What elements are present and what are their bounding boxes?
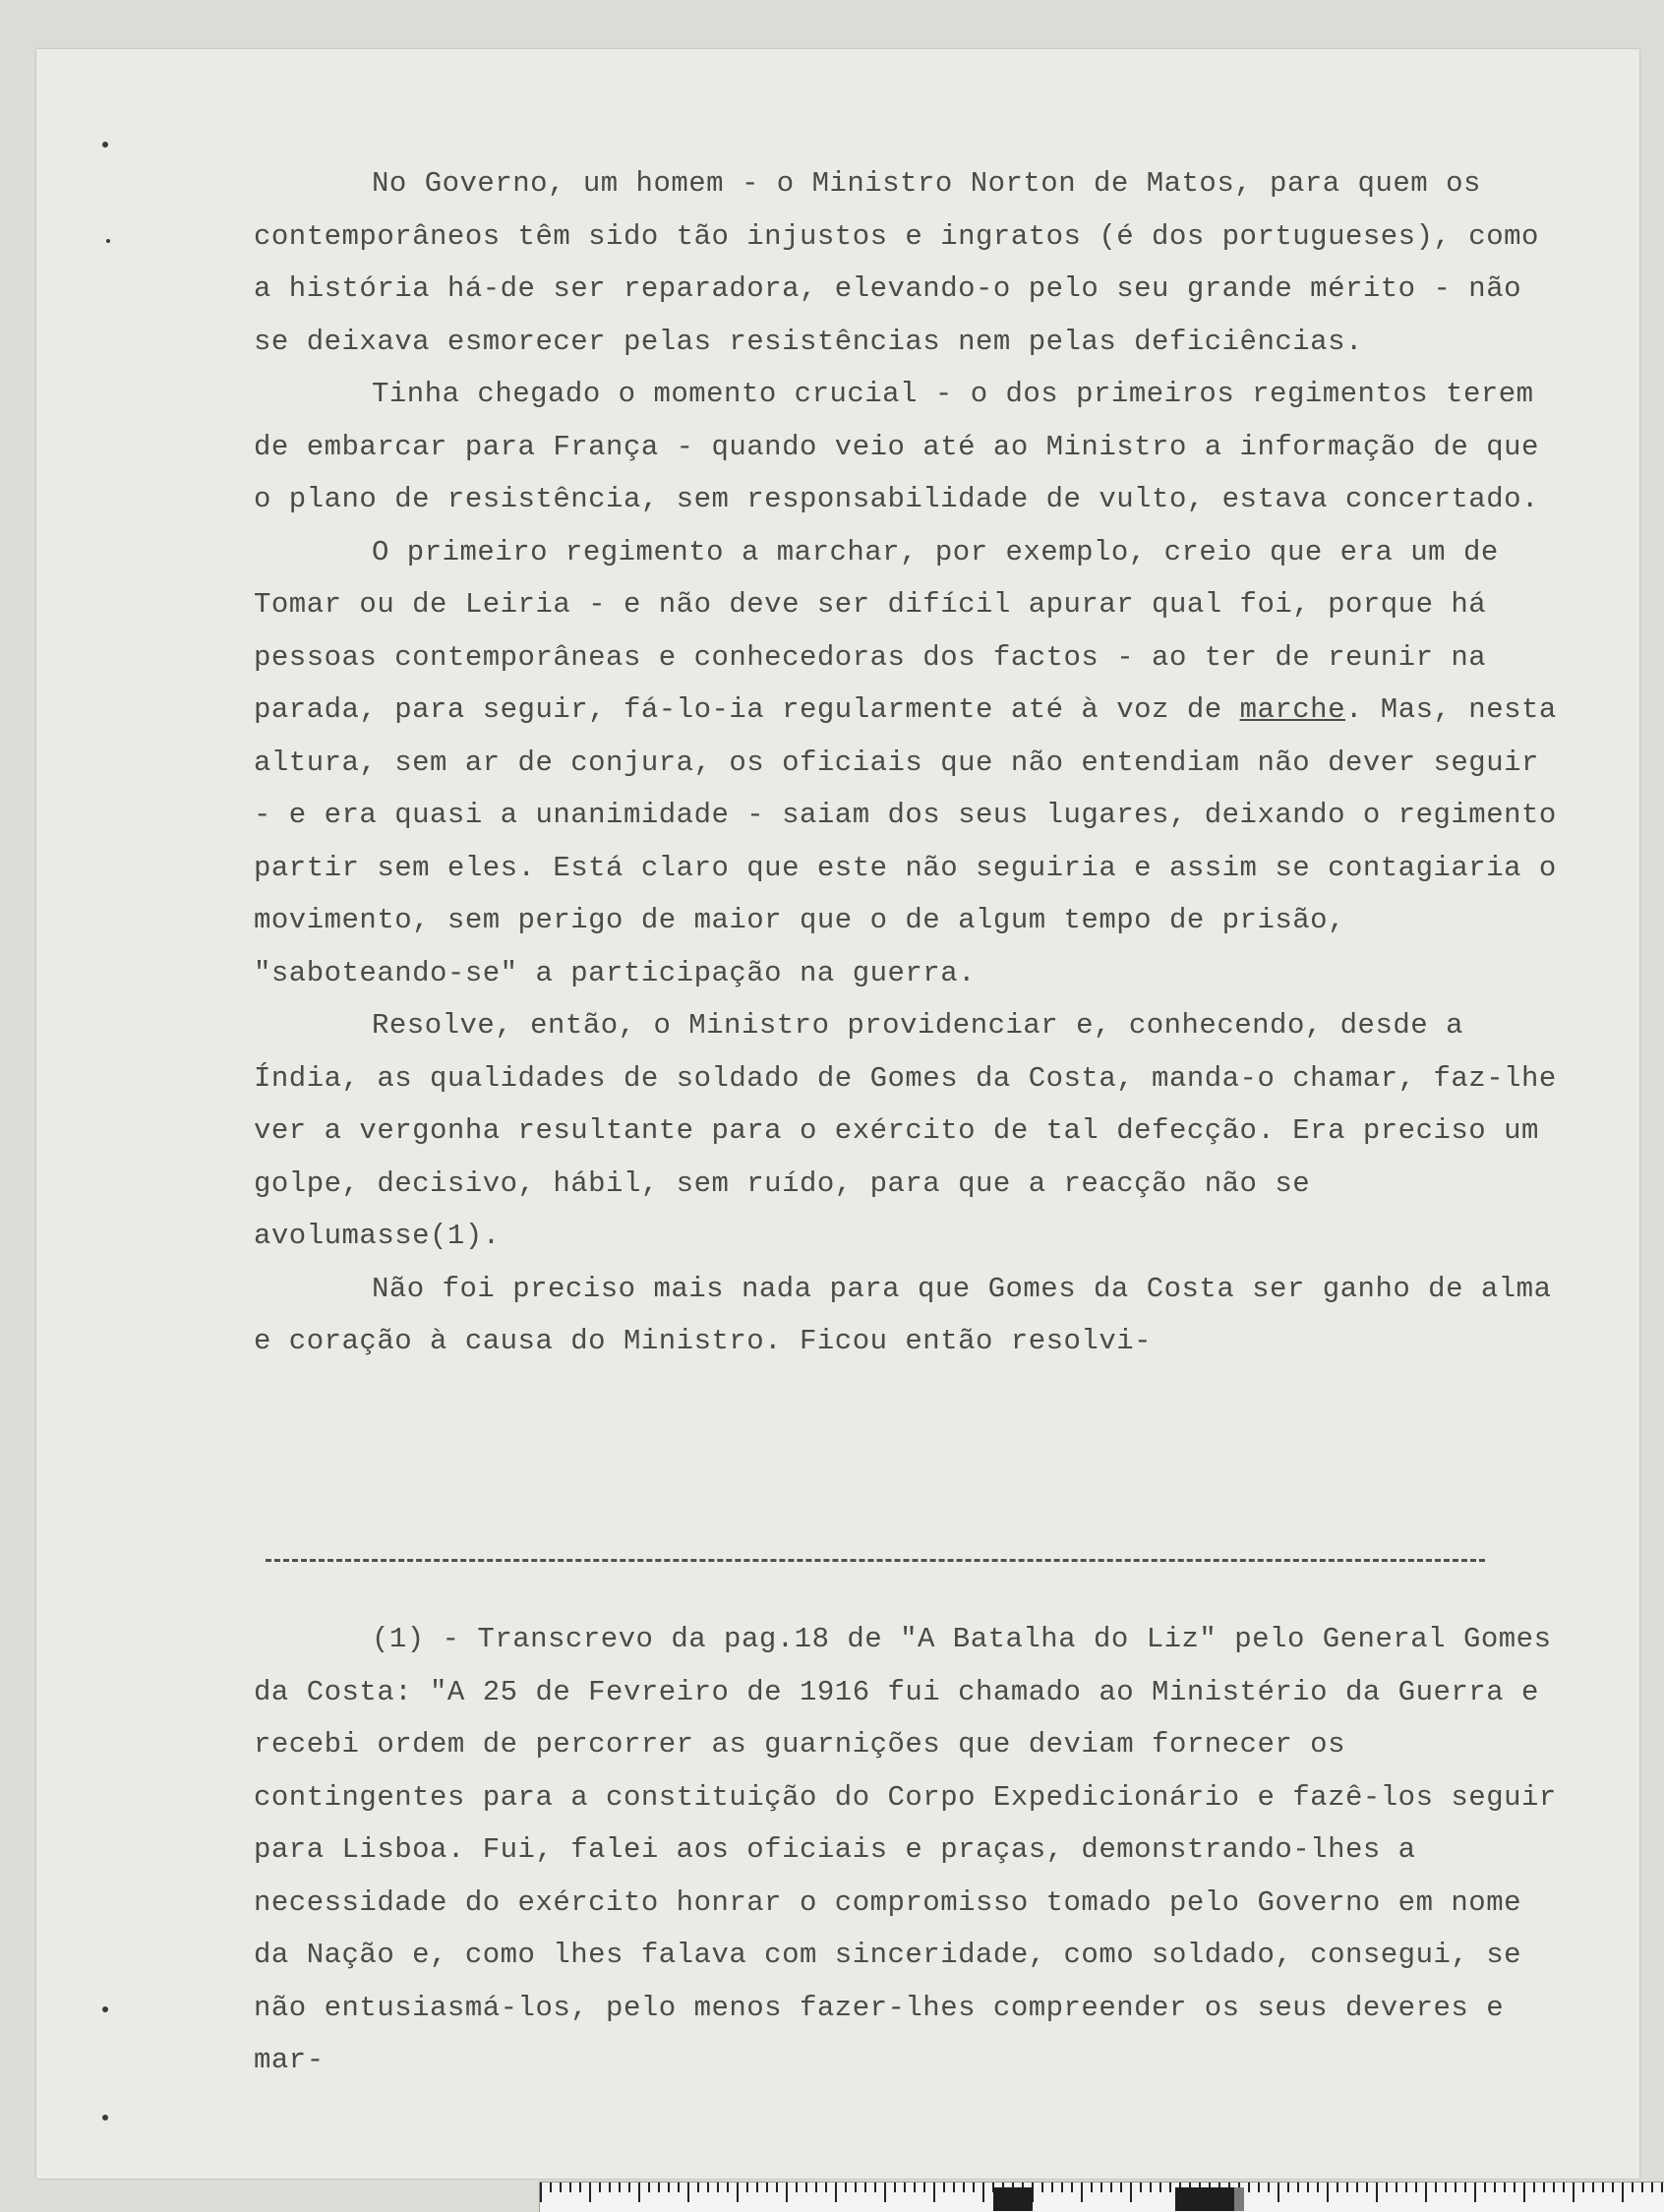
ruler-segment xyxy=(993,2187,1033,2211)
paragraph-4: Resolve, então, o Ministro providenciar e, conhecendo, desde a Índia, as qualidades de soldado de Gomes da Costa, manda-o chamar, faz-lhe ver a vergonha resultante para o exército de tal defecção. Era preciso um golpe, decisivo, hábil, sem ruído, para que a reacção não se avolumasse(1). xyxy=(254,1009,1557,1252)
paragraph-3-start: O primeiro regimento a marchar, por exemplo, creio que era um de Tomar ou de Leiria - e não deve ser difícil apurar qual foi, porque há pessoas contemporâneas e conhecedoras dos factos - ao ter de reunir na parada, para seguir, fá-lo-ia regularmente até à voz de xyxy=(254,535,1499,726)
margin-mark xyxy=(102,2115,108,2121)
underlined-word: marche xyxy=(1239,693,1345,726)
margin-mark xyxy=(102,2006,108,2012)
scale-ruler xyxy=(539,2182,1664,2212)
footnote xyxy=(254,1613,1562,2087)
ruler-segment xyxy=(1175,2187,1234,2211)
paragraph-1: No Governo, um homem - o Ministro Norton de Matos, para quem os contemporâneos têm sido tão injustos e ingratos (é dos portugueses), como a história há-de ser reparadora, elevando-o pelo seu grande mérito - não se deixava esmorecer pelas resistências nem pelas deficiências. xyxy=(254,167,1539,358)
footnote-separator xyxy=(266,1559,1485,1562)
ruler-segment xyxy=(1234,2187,1244,2211)
margin-mark xyxy=(106,239,110,243)
main-text xyxy=(254,157,1562,1368)
paragraph-3 xyxy=(254,526,1562,1000)
margin-mark xyxy=(102,142,108,148)
paragraph-2: Tinha chegado o momento crucial - o dos primeiros regimentos terem de embarcar para França - quando veio até ao Ministro a informação de que o plano de resistência, sem responsabilidade de vulto, estava concertado. xyxy=(254,378,1539,515)
footnote-text: (1) - Transcrevo da pag.18 de "A Batalha do Liz" pelo General Gomes da Costa: "A 25 de Fevreiro de 1916 fui chamado ao Ministério da Guerra e recebi ordem de percorrer as guarnições que deviam fornecer os contingentes para a constituição do Corpo Expedicionário e fazê-los seguir para Lisboa. Fui, falei aos oficiais e praças, demonstrando-lhes a necessidade do exército honrar o compromisso tomado pelo Governo em nome da Nação e, como lhes falava com sinceridade, como soldado, consegui, se não entusiasmá-los, pelo menos fazer-lhes compreender os seus deveres e mar- xyxy=(254,1623,1557,2076)
paragraph-3-end: . Mas, nesta altura, sem ar de conjura, os oficiais que não entendiam não dever seguir - e era quasi a unanimidade - saiam dos seus lugares, deixando o regimento partir sem eles. Está claro que este não seguiria e assim se contagiaria o movimento, sem perigo de maior que o de algum tempo de prisão, "saboteando-se" a participação na guerra. xyxy=(254,693,1557,989)
paragraph-5: Não foi preciso mais nada para que Gomes da Costa ser ganho de alma e coração à causa do Ministro. Ficou então resolvi- xyxy=(254,1272,1552,1357)
